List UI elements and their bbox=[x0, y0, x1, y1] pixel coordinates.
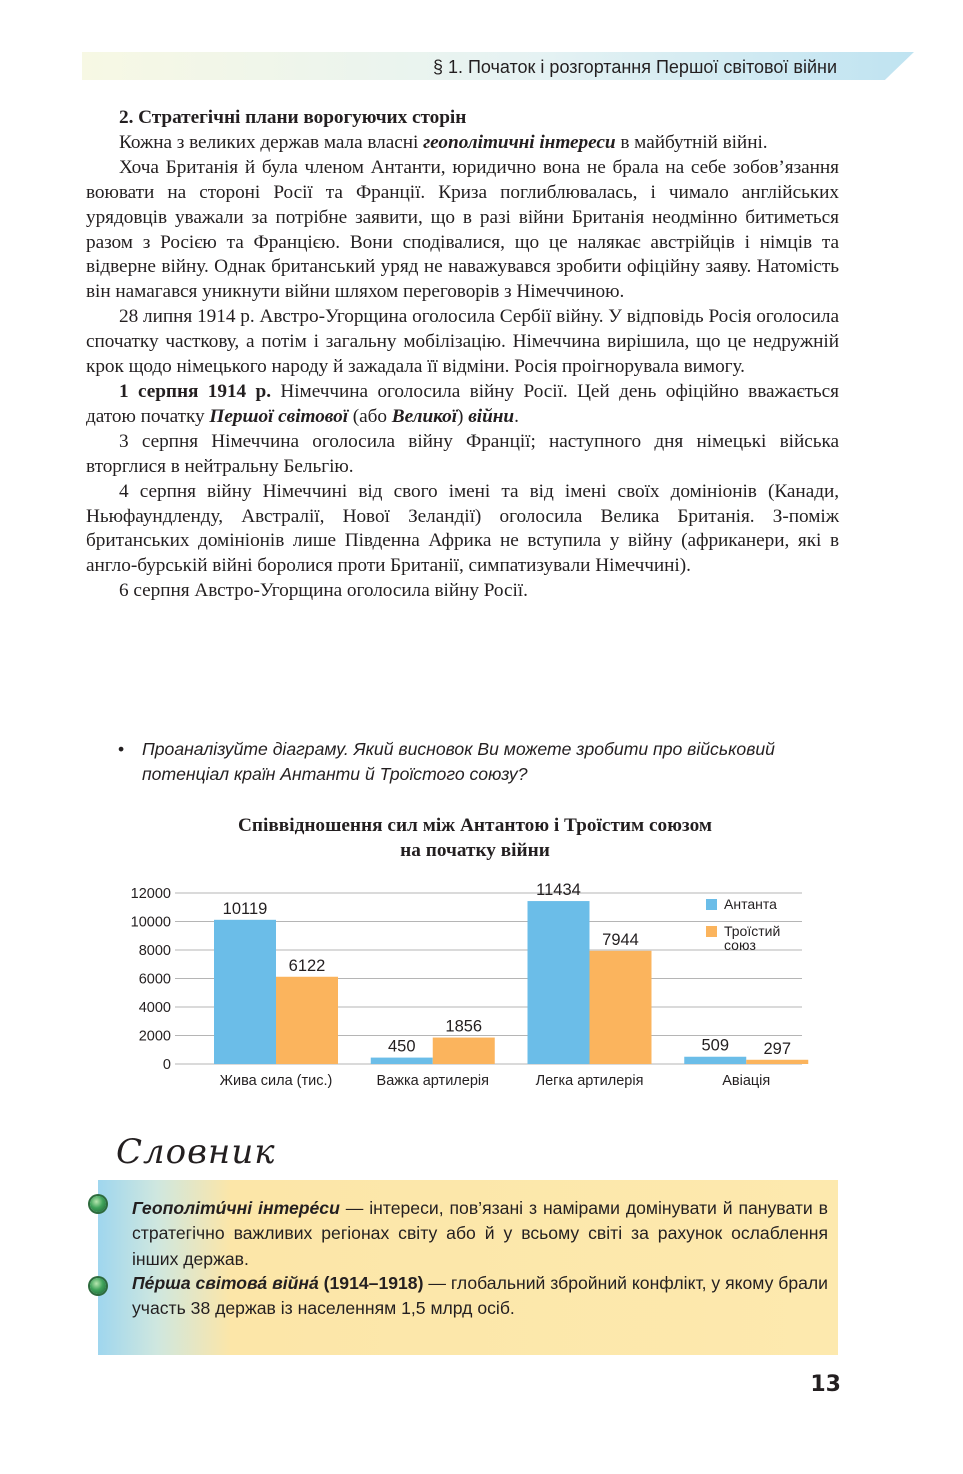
data-label: 11434 bbox=[536, 881, 581, 900]
data-label: 450 bbox=[387, 1037, 416, 1056]
y-tick-label: 8000 bbox=[138, 943, 171, 959]
data-label: 10119 bbox=[222, 899, 268, 918]
data-label: 7944 bbox=[602, 930, 639, 949]
bar bbox=[590, 951, 652, 1064]
main-text bbox=[86, 106, 839, 604]
bar bbox=[528, 901, 590, 1064]
legend-swatch bbox=[706, 926, 717, 937]
chart-title: Співвідношення сил між Антантою і Троїстим союзом на початку війни bbox=[238, 815, 712, 861]
paragraph-3: 28 липня 1914 р. Австро-Угорщина оголосила Сербії війну. У відповідь Росія оголосила спочатку часткову, а потім і загальну мобілізацію. Німеччина вирішила, що це недружній крок щодо німецького народу й зажадала її відміни. Росія проігнорувала вимогу. bbox=[86, 306, 839, 378]
bar bbox=[746, 1060, 808, 1064]
section-heading: 2. Стратегічні плани ворогуючих сторін bbox=[119, 107, 467, 128]
paragraph-2: Хоча Британія й була членом Антанти, юридично вона не брала на себе зобов’язання воювати на стороні Росії та Франції. Криза поглиблювалась, і чимало англійських урядовців уважали за потрібне заявити, що в разі війни Британія неодмінно битиметься разом з Росією та Францією. Вони сподівалися, що це налякає австрійців і німців та відверне війну. Однак британський уряд не наважувався зробити офіційну заяву. Натомість він намагався уникнути війни шляхом переговорів з Німеччиною. bbox=[86, 156, 839, 303]
paragraph-1: Кожна з великих держав мала власні геополітичні інтереси в майбутній війні. bbox=[119, 131, 768, 153]
y-tick-label: 12000 bbox=[130, 886, 171, 902]
data-label: 509 bbox=[701, 1036, 730, 1055]
y-tick-label: 10000 bbox=[130, 914, 171, 931]
running-header: § 1. Початок і розгортання Першої світової війни bbox=[432, 57, 837, 77]
task-question: • Проаналізуйте діаграму. Який висновок Ви можете зробити про військовий потенціал країн Антанти й Троїстого союзу? bbox=[118, 739, 775, 784]
data-label: 297 bbox=[763, 1039, 792, 1058]
term-geopolitical: геополітичні інтереси bbox=[423, 131, 616, 153]
legend-label: Троїстий союз bbox=[724, 923, 781, 953]
y-tick-label: 2000 bbox=[138, 1028, 171, 1045]
legend-label: Антанта bbox=[724, 896, 777, 912]
bar bbox=[276, 977, 338, 1064]
legend-swatch bbox=[706, 899, 717, 910]
glossary-bullet-icon bbox=[90, 1278, 106, 1294]
page-number: 13 bbox=[810, 1372, 841, 1397]
x-tick-label: Легка артилерія bbox=[535, 1073, 644, 1089]
bar bbox=[371, 1058, 433, 1064]
paragraph-4: 1 серпня 1914 р. Німеччина оголосила війну Росії. Цей день офіційно вважається датою початку Першої світової (або Великої) війни. bbox=[86, 380, 839, 427]
paragraph-5: 3 серпня Німеччина оголосила війну Франції; наступного дня німецькі війська вторглися в нейтральну Бельгію. bbox=[86, 430, 839, 477]
glossary-item: Геополіти́чні інтере́си — інтереси, пов’язані з намірами домінувати й панувати в стратегічно важливих регіонах світу або й у всьому світі за рахунок ослаблення інших держав. bbox=[132, 1198, 828, 1269]
bullet-icon: • bbox=[118, 739, 125, 759]
bar bbox=[433, 1038, 495, 1064]
bar bbox=[684, 1057, 746, 1064]
x-tick-label: Важка артилерія bbox=[376, 1073, 489, 1089]
bar-chart bbox=[110, 878, 830, 1098]
glossary-bullet-icon bbox=[90, 1196, 106, 1212]
paragraph-7: 6 серпня Австро-Угорщина оголосила війну Росії. bbox=[119, 580, 528, 602]
bar bbox=[214, 920, 276, 1064]
data-label: 6122 bbox=[288, 956, 326, 975]
y-tick-label: 4000 bbox=[138, 1000, 171, 1016]
x-tick-label: Авіація bbox=[722, 1073, 771, 1089]
x-tick-label: Жива сила (тис.) bbox=[219, 1073, 333, 1089]
paragraph-6: 4 серпня війну Німеччині від свого імені та від імені своїх домініонів (Канади, Ньюфаундленду, Австралії, Нової Зеландії) оголосила Велика Британія. З-поміж британських домініонів лише Південна Африка не вступила у війну (африканери, які в англо-бурській війні боролися проти Британії, симпатизували Німеччині). bbox=[86, 480, 839, 577]
data-label: 1856 bbox=[445, 1017, 483, 1036]
glossary-title: Словник bbox=[116, 1132, 276, 1172]
y-tick-label: 0 bbox=[162, 1057, 171, 1073]
y-tick-label: 6000 bbox=[138, 971, 171, 988]
glossary-item: Пе́рша світова́ війна́ (1914–1918) — глобальний збройний конфлікт, у якому брали участь 38 держав із населенням 1,5 млрд осіб. bbox=[132, 1273, 829, 1319]
